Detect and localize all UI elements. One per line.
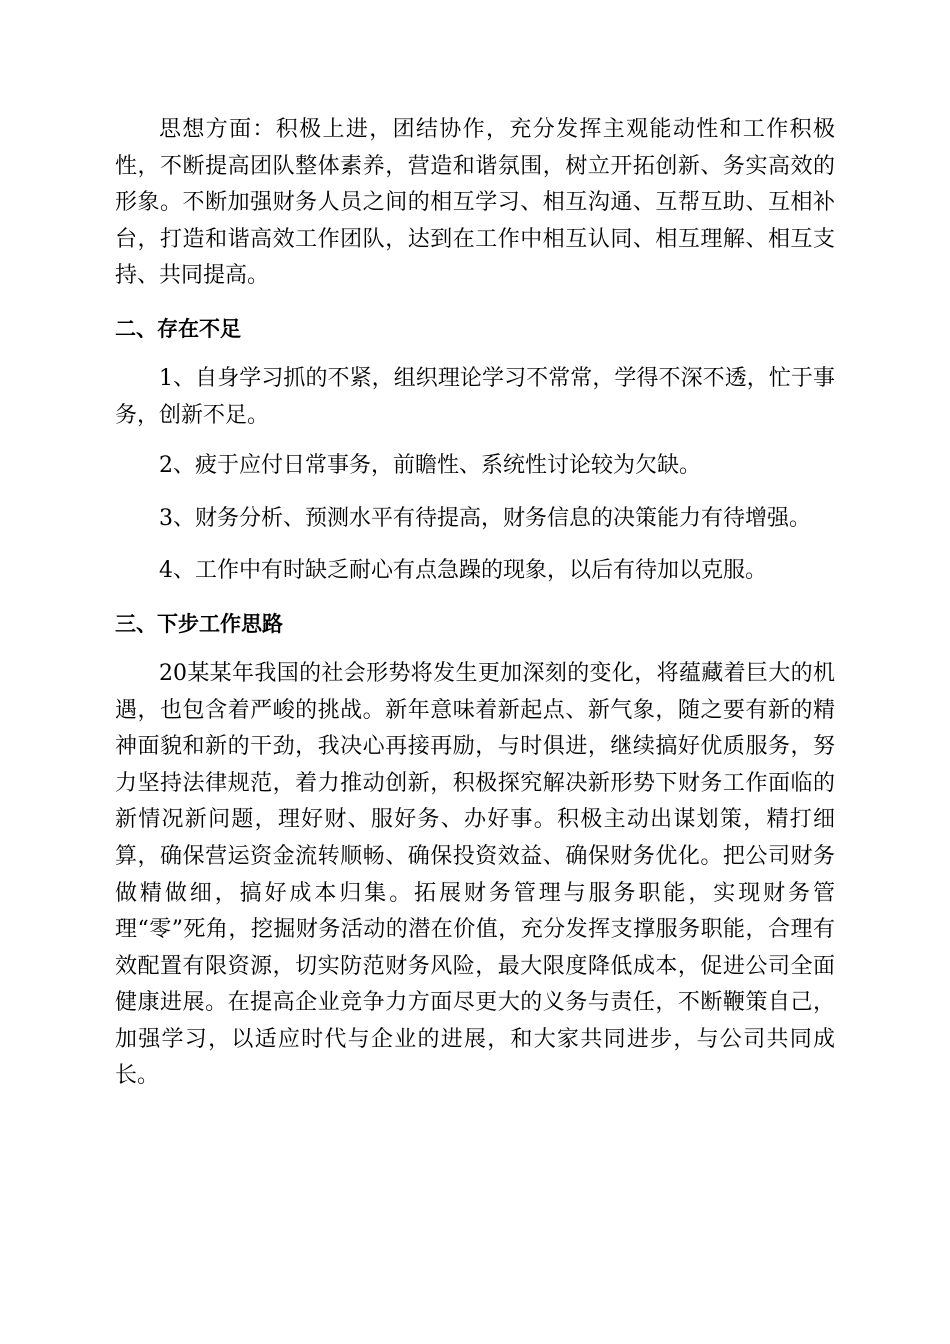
shortcoming-item-4: 4、工作中有时缺乏耐心有点急躁的现象，以后有待加以克服。 xyxy=(159,558,767,584)
shortcoming-item-3: 3、财务分析、预测水平有待提高，财务信息的决策能力有待增强。 xyxy=(159,505,811,531)
document-page xyxy=(115,112,835,1095)
section-heading-shortcomings: 二、存在不足 xyxy=(115,316,241,341)
next-steps-paragraph: 20某某年我国的社会形势将发生更加深刻的变化，将蕴藏着巨大的机遇，也包含着严峻的挑战。新年意味着新起点、新气象，随之要有新的精神面貌和新的干劲，我决心再接再励，与时俱进，继续搞好优质服务，努力坚持法律规范，着力推动创新，积极探究解决新形势下财务工作面临的新情况新问题，理好财、服好务、办好事。积极主动出谋划策，精打细算，确保营运资金流转顺畅、确保投资效益、确保财务优化。把公司财务做精做细，搞好成本归集。拓展财务管理与服务职能，实现财务管理“零”死角，挖掘财务活动的潜在价值，充分发挥支撑服务职能，合理有效配置有限资源，切实防范财务风险，最大限度降低成本，促进公司全面健康进展。在提高企业竞争力方面尽更大的义务与责任，不断鞭策自己，加强学习，以适应时代与企业的进展，和大家共同进步，与公司共同成长。 xyxy=(115,660,835,1089)
shortcoming-item-2: 2、疲于应付日常事务，前瞻性、系统性讨论较为欠缺。 xyxy=(159,453,701,479)
section-heading-next-steps: 三、下步工作思路 xyxy=(115,611,283,636)
shortcoming-item-1: 1、自身学习抓的不紧，组织理论学习不常常，学得不深不透，忙于事务，创新不足。 xyxy=(115,365,835,428)
intro-paragraph: 思想方面：积极上进，团结协作，充分发挥主观能动性和工作积极性，不断提高团队整体素养，营造和谐氛围，树立开拓创新、务实高效的形象。不断加强财务人员之间的相互学习、相互沟通、互帮互助、互相补台，打造和谐高效工作团队，达到在工作中相互认同、相互理解、相互支持、共同提高。 xyxy=(115,117,835,289)
